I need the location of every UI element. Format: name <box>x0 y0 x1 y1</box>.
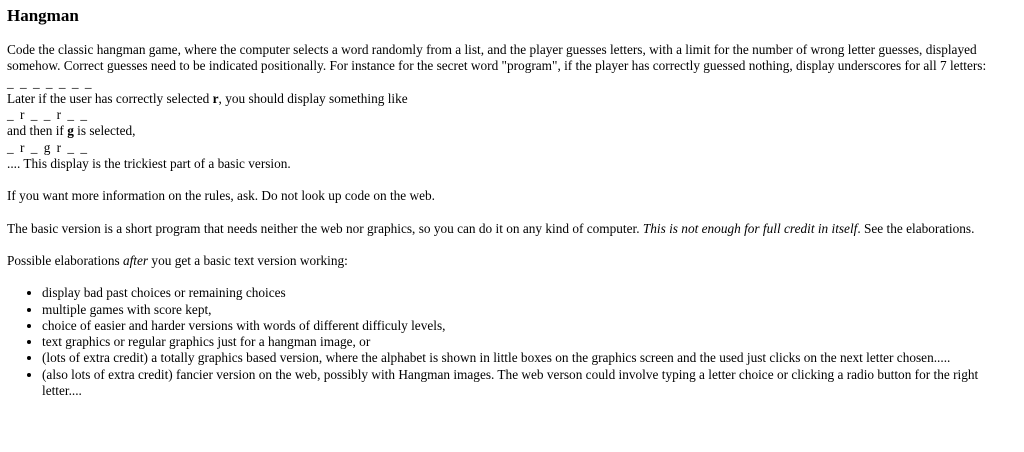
later-line <box>7 91 1014 107</box>
elab-emphasis: after <box>122 252 149 268</box>
spacer <box>7 172 1014 188</box>
then-suffix: is selected, <box>73 123 136 139</box>
basic-suffix: . See the elaborations. <box>857 220 975 236</box>
intro-paragraph: Code the classic hangman game, where the computer selects a word randomly from a list, and the player guesses letters, with a limit for the number of wrong letter guesses, displayed somehow. Correct guesses need to be indicated positionally. For instance for the secret word "program", if the player has correctly guessed nothing, display underscores for all 7 letters: <box>7 42 987 74</box>
list-item: • choice of easier and harder versions with words of different difficuly levels, <box>42 318 1014 334</box>
list-item: • (lots of extra credit) a totally graphics based version, where the alphabet is shown in little boxes on the graphics screen and the used just clicks on the next letter chosen..... <box>42 350 1014 366</box>
basic-prefix: The basic version is a short program that needs neither the web nor graphics, so you can do it on any kind of computer. <box>7 220 643 236</box>
basic-emphasis: This is not enough for full credit in itself <box>642 220 858 236</box>
then-line <box>7 123 1014 139</box>
rules-paragraph: If you want more information on the rules, ask. Do not look up code on the web. <box>7 188 435 204</box>
list-item: • (also lots of extra credit) fancier version on the web, possibly with Hangman images. The web verson could involve typing a letter choice or clicking a radio button for the right letter.... <box>42 367 1014 400</box>
spacer <box>7 205 1014 221</box>
later-suffix: , you should display something like <box>218 90 408 106</box>
elab-prefix: Possible elaborations <box>7 252 123 268</box>
spacer <box>7 269 1014 285</box>
elaborations-list <box>7 285 1014 399</box>
list-item: • display bad past choices or remaining choices <box>42 285 1014 301</box>
page-title: Hangman <box>7 6 79 25</box>
basic-version-paragraph <box>7 221 1014 237</box>
then-letter: g <box>67 123 74 139</box>
then-prefix: and then if <box>7 123 68 139</box>
partial-word-display-rg: _ r _ g r _ _ <box>7 139 89 155</box>
elab-suffix: you get a basic text version working: <box>148 252 348 268</box>
later-prefix: Later if the user has correctly selected <box>7 90 213 106</box>
trickiest-note: .... This display is the trickiest part of a basic version. <box>7 156 291 172</box>
spacer <box>7 237 1014 253</box>
elaborations-intro <box>7 253 1014 269</box>
list-item: • text graphics or regular graphics just for a hangman image, or <box>42 334 1014 350</box>
blank-word-display: _ _ _ _ _ _ _ <box>7 74 93 90</box>
list-item: • multiple games with score kept, <box>42 302 1014 318</box>
later-letter: r <box>212 90 219 106</box>
partial-word-display-r: _ r _ _ r _ _ <box>7 107 89 123</box>
